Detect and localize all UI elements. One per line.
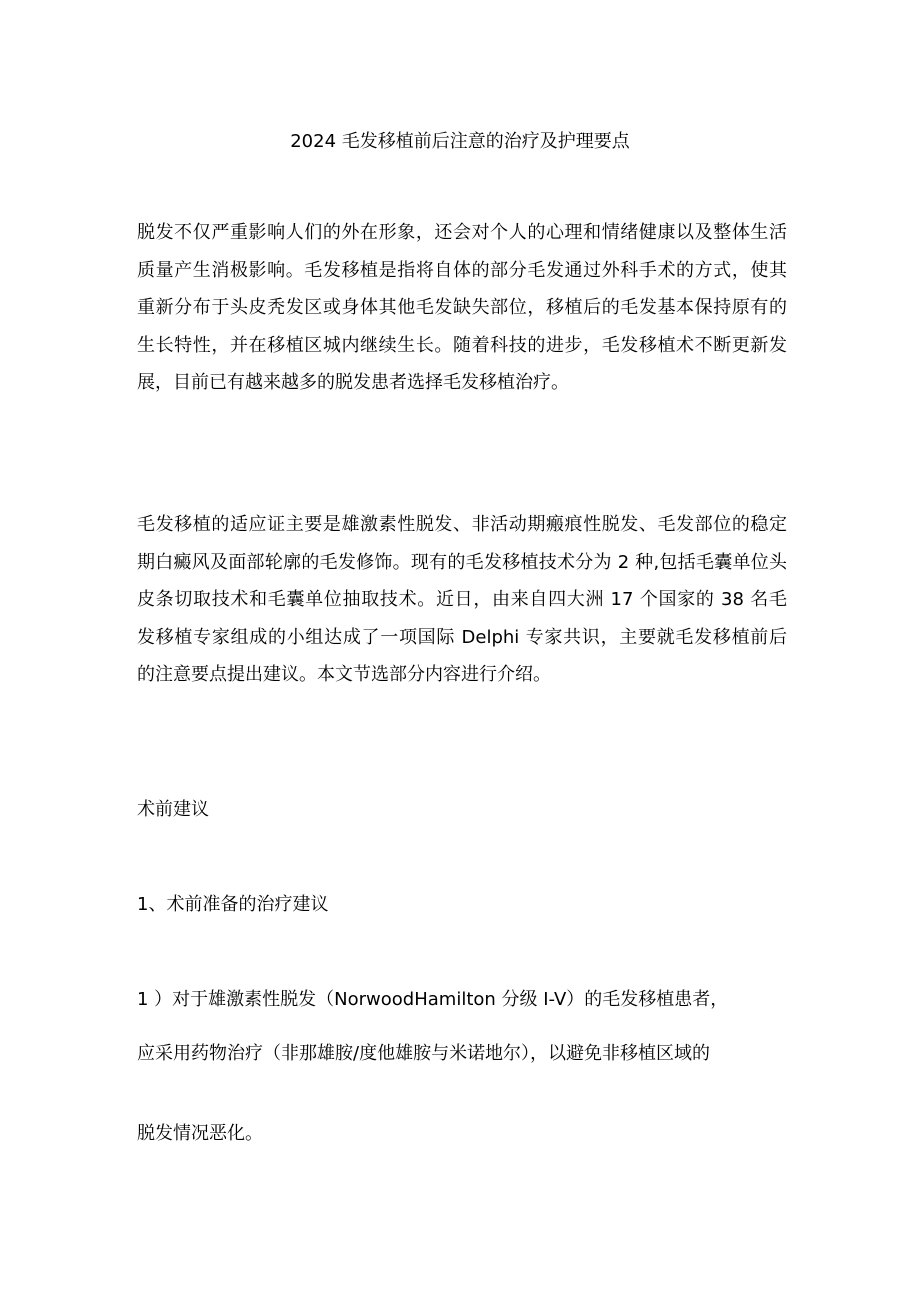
list-item-line: 脱发情况恶化。 xyxy=(137,1123,263,1144)
paragraph-line: 重新分布于头皮秃发区或身体其他毛发缺失部位，移植后的毛发基本保持原有的 xyxy=(137,297,787,318)
intro-paragraph xyxy=(137,214,787,402)
section-heading: 术前建议 xyxy=(137,799,209,820)
paragraph-line: 质量产生消极影响。毛发移植是指将自体的部分毛发通过外科手术的方式，使其 xyxy=(137,259,787,281)
list-item-line: 1 ）对于雄激素性脱发（NorwoodHamilton 分级 I-V）的毛发移植患者， xyxy=(137,989,729,1010)
paragraph-line: 期白癜风及面部轮廓的毛发修饰。现有的毛发移植技术分为 2 种,包括毛囊单位头 xyxy=(137,551,787,573)
paragraph-line: 发移植专家组成的小组达成了一项国际 Delphi 专家共识，主要就毛发移植前后 xyxy=(137,626,787,648)
paragraph-line: 展，目前已有越来越多的脱发患者选择毛发移植治疗。 xyxy=(137,372,569,393)
indications-paragraph xyxy=(137,506,787,694)
paragraph-line: 生长特性，并在移植区城内继续生长。随着科技的进步，毛发移植术不断更新发 xyxy=(137,334,787,356)
list-item-line: 应采用药物治疗（非那雄胺/度他雄胺与米诺地尔），以避免非移植区域的 xyxy=(137,1043,711,1064)
paragraph-line: 的注意要点提出建议。本文节选部分内容进行介绍。 xyxy=(137,664,551,685)
subsection-heading: 1、术前准备的治疗建议 xyxy=(137,894,329,915)
paragraph-line: 皮条切取技术和毛囊单位抽取技术。近日，由来自四大洲 17 个国家的 38 名毛 xyxy=(137,589,787,610)
document-title: 2024 毛发移植前后注意的治疗及护理要点 xyxy=(290,131,630,152)
paragraph-line: 毛发移植的适应证主要是雄激素性脱发、非活动期瘢痕性脱发、毛发部位的稳定 xyxy=(137,514,787,535)
paragraph-line: 脱发不仅严重影响人们的外在形象，还会对个人的心理和情绪健康以及整体生活 xyxy=(137,222,787,243)
